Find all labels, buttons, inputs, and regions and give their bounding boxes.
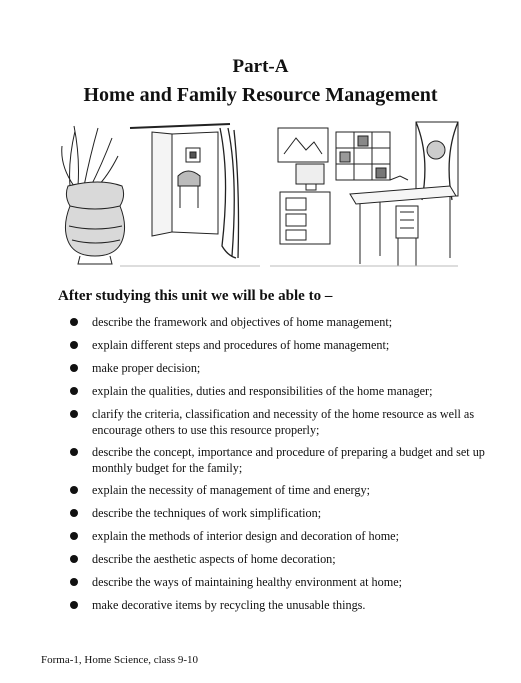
part-label: Part-A xyxy=(232,56,289,77)
study-room-sketch xyxy=(270,122,458,266)
bullet-icon xyxy=(70,532,78,540)
objective-text: explain the qualities, duties and responsibilities of the home manager; xyxy=(92,384,433,398)
bullet-icon xyxy=(70,448,78,456)
bullet-icon xyxy=(70,318,78,326)
bullet-icon xyxy=(70,387,78,395)
objective-text: explain the necessity of management of time and energy; xyxy=(92,483,370,497)
page-title: Home and Family Resource Management xyxy=(83,84,438,106)
bullet-icon xyxy=(70,509,78,517)
objective-text: make decorative items by recycling the unusable things. xyxy=(92,598,366,612)
page-footer: Forma-1, Home Science, class 9-10 xyxy=(41,654,199,666)
objective-text: describe the framework and objectives of home management; xyxy=(92,315,393,329)
objective-text: describe the aesthetic aspects of home decoration; xyxy=(92,552,336,566)
objective-text: describe the concept, importance and procedure of preparing a budget and set up monthly budget for the family; xyxy=(92,445,485,475)
objective-text: explain the methods of interior design and decoration of home; xyxy=(92,529,399,543)
bullet-icon xyxy=(70,410,78,418)
vase-sketch xyxy=(62,126,125,264)
bullet-icon xyxy=(70,486,78,494)
doorway-sketch xyxy=(120,124,260,266)
bullet-icon xyxy=(70,341,78,349)
objective-text: describe the techniques of work simplification; xyxy=(92,506,322,520)
bullet-icon xyxy=(70,555,78,563)
objectives-heading: After studying this unit we will be able to – xyxy=(58,288,333,304)
home-interior-illustration xyxy=(60,116,460,272)
objective-text: describe the ways of maintaining healthy environment at home; xyxy=(92,575,403,589)
bullet-icon xyxy=(70,601,78,609)
bullet-icon xyxy=(70,578,78,586)
objective-text: explain different steps and procedures of home management; xyxy=(92,338,390,352)
bullet-icon xyxy=(70,364,78,372)
objective-text: make proper decision; xyxy=(92,361,201,375)
objective-text: clarify the criteria, classification and necessity of the home resource as well as encourage others to use this resource properly; xyxy=(92,407,475,437)
